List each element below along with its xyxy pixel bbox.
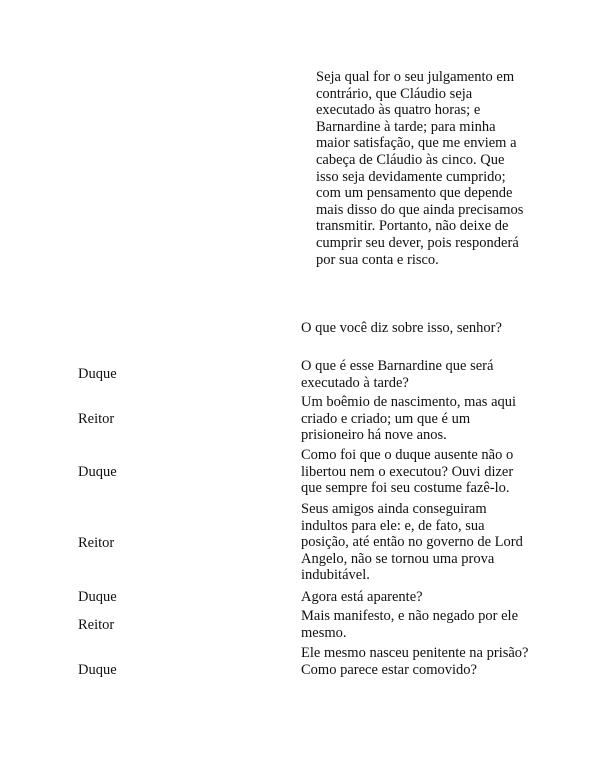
- speaker-name: Reitor: [78, 617, 115, 633]
- dialogue-line: Mais manifesto, e não negado por ele mesmo.: [301, 608, 519, 641]
- speaker-name: Duque: [78, 662, 117, 678]
- speaker-name: Duque: [78, 366, 117, 382]
- letter-text: Seja qual for o seu julgamento em contrário, que Cláudio seja executado às quatro horas; e Barnardine à tarde; para minha maior satisfação, que me enviem a cabeça de Cláudio às cinco. Que isso seja devidamente cumprido; com um pensamento que depende mais disso do que ainda precisamos transmitir. Portanto, não deixe de cumprir seu dever, pois responderá por sua conta e risco.: [316, 69, 524, 268]
- dialogue-line: Ele mesmo nasceu penitente na prisão? Como parece estar comovido?: [301, 645, 529, 678]
- dialogue-line: O que é esse Barnardine que será executado à tarde?: [301, 358, 494, 391]
- speaker-name: Reitor: [78, 411, 115, 427]
- dialogue-line: Como foi que o duque ausente não o libertou nem o executou? Ouvi dizer que sempre foi seu costume fazê-lo.: [301, 447, 514, 497]
- dialogue-line: Um boêmio de nascimento, mas aqui criado e criado; um que é um prisioneiro há nove anos.: [301, 394, 517, 444]
- speaker-name: Duque: [78, 589, 117, 605]
- speaker-name: Reitor: [78, 535, 115, 551]
- dialogue-line: Seus amigos ainda conseguiram indultos para ele: e, de fato, sua posição, até então no governo de Lord Angelo, não se tornou uma prova indubitável.: [301, 501, 523, 584]
- speaker-name: Duque: [78, 464, 117, 480]
- provost-question: O que você diz sobre isso, senhor?: [301, 320, 502, 336]
- dialogue-line: Agora está aparente?: [301, 589, 423, 605]
